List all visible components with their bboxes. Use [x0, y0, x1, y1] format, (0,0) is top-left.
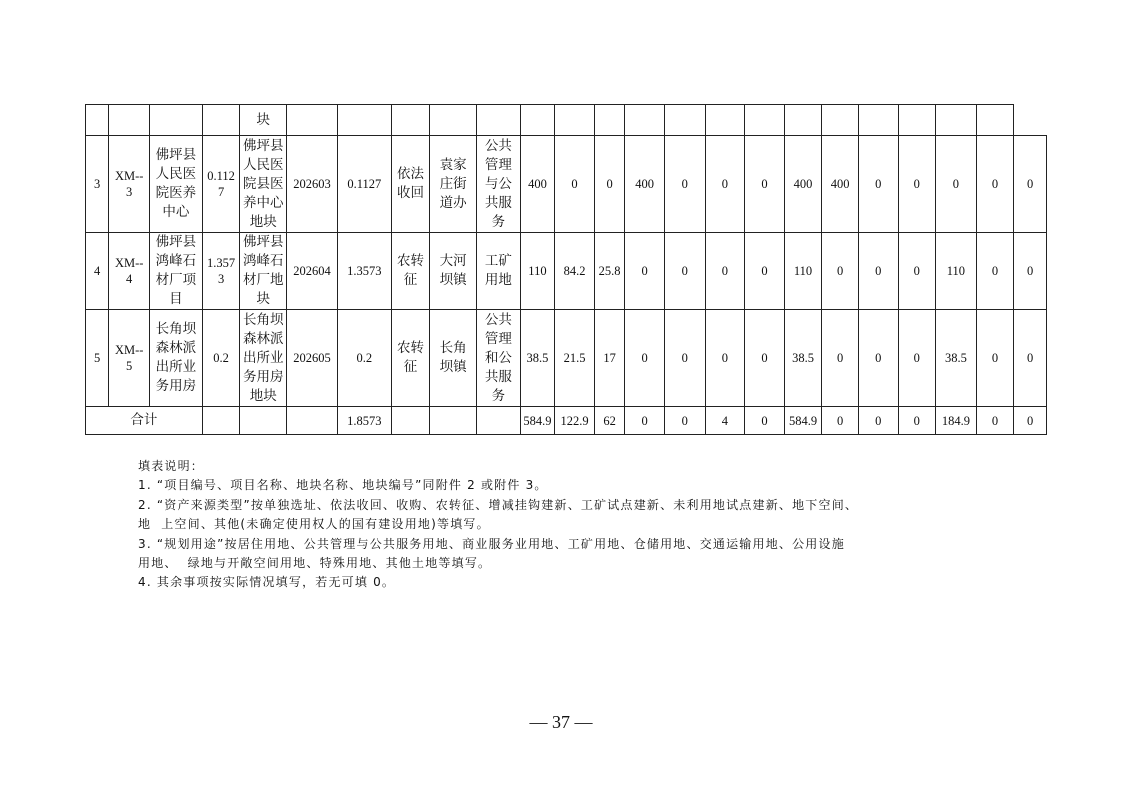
total-row: [86, 407, 1047, 435]
table-cell: 0: [664, 310, 705, 407]
table-cell: [477, 105, 521, 136]
table-cell: [705, 105, 745, 136]
table-cell: 400: [625, 136, 665, 233]
table-cell: [822, 105, 859, 136]
table-cell: 0: [976, 233, 1014, 310]
table-cell: 长角坝 森林派 出所业 务用房 地块: [240, 310, 287, 407]
table-cell: 0: [664, 136, 705, 233]
table-cell: [858, 105, 898, 136]
table-cell: 4: [86, 233, 109, 310]
table-cell: 584.9: [520, 407, 555, 435]
table-cell: 0: [705, 233, 745, 310]
table-cell: 长角坝 森林派 出所业 务用房: [149, 310, 202, 407]
table-cell: [391, 407, 430, 435]
table-cell: 5: [86, 310, 109, 407]
table-cell: 38.5: [520, 310, 555, 407]
note-line: 2. “资产来源类型”按单独选址、依法收回、收购、农转征、增减挂钩建新、工矿试点建新、未利用地试点建新、地下空间、: [138, 497, 859, 512]
table-cell: 17: [594, 310, 624, 407]
table-cell: 佛坪县 人民医 院医养 中心: [149, 136, 202, 233]
table-cell: 0: [976, 407, 1014, 435]
table-cell: 38.5: [936, 310, 977, 407]
table-cell: 0.2: [202, 310, 240, 407]
table-cell: [240, 407, 287, 435]
table-cell: 110: [520, 233, 555, 310]
table-cell: [625, 105, 665, 136]
table-body: [86, 105, 1047, 435]
table-cell: 202603: [287, 136, 338, 233]
table-cell: 584.9: [784, 407, 822, 435]
table-cell: 佛坪县 人民医 院县医 养中心 地块: [240, 136, 287, 233]
table-cell: 公共 管理 与公 共服 务: [477, 136, 521, 233]
table-cell: 400: [520, 136, 555, 233]
table-cell: 0: [745, 233, 785, 310]
table-cell: [86, 105, 109, 136]
table-cell: 0: [898, 310, 936, 407]
table-cell: 400: [784, 136, 822, 233]
table-cell: 佛坪县 鸿峰石 材厂项 目: [149, 233, 202, 310]
table-cell: 0: [555, 136, 595, 233]
table-cell: 110: [936, 233, 977, 310]
note-line: 3. “规划用途”按居住用地、公共管理与公共服务用地、商业服务业用地、工矿用地、仓储用地、交通运输用地、公用设施: [138, 536, 845, 551]
table-cell: 25.8: [594, 233, 624, 310]
table-cell: XM-- 5: [109, 310, 150, 407]
table-cell: [391, 105, 430, 136]
table-cell: 1.3573: [337, 233, 391, 310]
table-cell: [109, 105, 150, 136]
table-cell: 202604: [287, 233, 338, 310]
table-cell: 184.9: [936, 407, 977, 435]
table-cell: 依法 收回: [391, 136, 430, 233]
table-cell: 农转 征: [391, 310, 430, 407]
table-cell: [149, 105, 202, 136]
table-cell: 0: [625, 407, 665, 435]
table-cell: 400: [822, 136, 859, 233]
table-cell: 0: [745, 407, 785, 435]
table-cell: 202605: [287, 310, 338, 407]
table-cell: 0: [822, 310, 859, 407]
table-cell: 110: [784, 233, 822, 310]
table-cell: 0: [1014, 310, 1047, 407]
table-cell: 0: [1014, 233, 1047, 310]
table-cell: 122.9: [555, 407, 595, 435]
table-cell: 佛坪县 鸿峰石 材厂地 块: [240, 233, 287, 310]
fill-instructions: [138, 457, 1038, 593]
table-cell: XM-- 3: [109, 136, 150, 233]
table-cell: [745, 105, 785, 136]
table-cell: [202, 105, 240, 136]
note-line: 地 上空间、其他(未确定使用权人的国有建设用地)等填写。: [138, 517, 490, 532]
table-cell: 0: [625, 310, 665, 407]
table-cell: 0: [822, 407, 859, 435]
table-cell: 0: [858, 136, 898, 233]
table-cell: 1.8573: [337, 407, 391, 435]
table-row: [86, 105, 1047, 136]
table-row: [86, 233, 1047, 310]
table-cell: 0: [858, 233, 898, 310]
table-cell: 工矿 用地: [477, 233, 521, 310]
table-row: [86, 310, 1047, 407]
table-cell: 0.112 7: [202, 136, 240, 233]
total-label: 合计: [86, 407, 203, 435]
table-cell: 0: [1014, 407, 1047, 435]
table-cell: [337, 105, 391, 136]
table-cell: 0: [858, 407, 898, 435]
table-cell: 0: [705, 136, 745, 233]
table-cell: 84.2: [555, 233, 595, 310]
table-cell: 21.5: [555, 310, 595, 407]
table-cell: 3: [86, 136, 109, 233]
table-cell: 0: [936, 136, 977, 233]
land-asset-table: [85, 104, 1047, 435]
table-cell: [202, 407, 240, 435]
table-cell: [594, 105, 624, 136]
table-cell: 0: [898, 233, 936, 310]
note-line: 4. 其余事项按实际情况填写，若无可填 0。: [138, 575, 396, 590]
page-number: — 37 —: [529, 712, 593, 732]
table-cell: 公共 管理 和公 共服 务: [477, 310, 521, 407]
table-cell: [936, 105, 977, 136]
table-cell: [976, 105, 1014, 136]
table-cell: [898, 105, 936, 136]
table-cell: 0: [858, 310, 898, 407]
table-cell: [520, 105, 555, 136]
table-cell: [430, 407, 477, 435]
table-cell: [287, 105, 338, 136]
table-cell: [664, 105, 705, 136]
table-cell: 0: [898, 407, 936, 435]
table-cell: 0: [664, 233, 705, 310]
table-cell: 62: [594, 407, 624, 435]
table-cell: 0: [705, 310, 745, 407]
table-cell: 1.357 3: [202, 233, 240, 310]
table-cell: 0: [822, 233, 859, 310]
table-cell: 0.2: [337, 310, 391, 407]
note-line: 1. “项目编号、项目名称、地块名称、地块编号”同附件 2 或附件 3。: [138, 478, 548, 493]
table-row: [86, 136, 1047, 233]
table-cell: 袁家 庄街 道办: [430, 136, 477, 233]
notes-title: 填表说明：: [138, 459, 205, 473]
table-cell: [555, 105, 595, 136]
table-cell: 块: [240, 105, 287, 136]
table-cell: 0: [898, 136, 936, 233]
table-cell: 0: [745, 310, 785, 407]
table-cell: [430, 105, 477, 136]
table-cell: 0: [976, 310, 1014, 407]
table-cell: 农转 征: [391, 233, 430, 310]
table-cell: [477, 407, 521, 435]
table-cell: 0.1127: [337, 136, 391, 233]
table-cell: 4: [705, 407, 745, 435]
table-cell: [287, 407, 338, 435]
table-cell: 0: [1014, 136, 1047, 233]
table-cell: XM-- 4: [109, 233, 150, 310]
table-cell: 大河 坝镇: [430, 233, 477, 310]
table-cell: 0: [594, 136, 624, 233]
table-cell: 0: [745, 136, 785, 233]
table-cell: 0: [664, 407, 705, 435]
table-cell: 38.5: [784, 310, 822, 407]
table-cell: 0: [976, 136, 1014, 233]
table-cell: 0: [625, 233, 665, 310]
table-cell: [784, 105, 822, 136]
note-line: 用地、 绿地与开敞空间用地、特殊用地、其他土地等填写。: [138, 556, 492, 571]
table-cell: 长角 坝镇: [430, 310, 477, 407]
